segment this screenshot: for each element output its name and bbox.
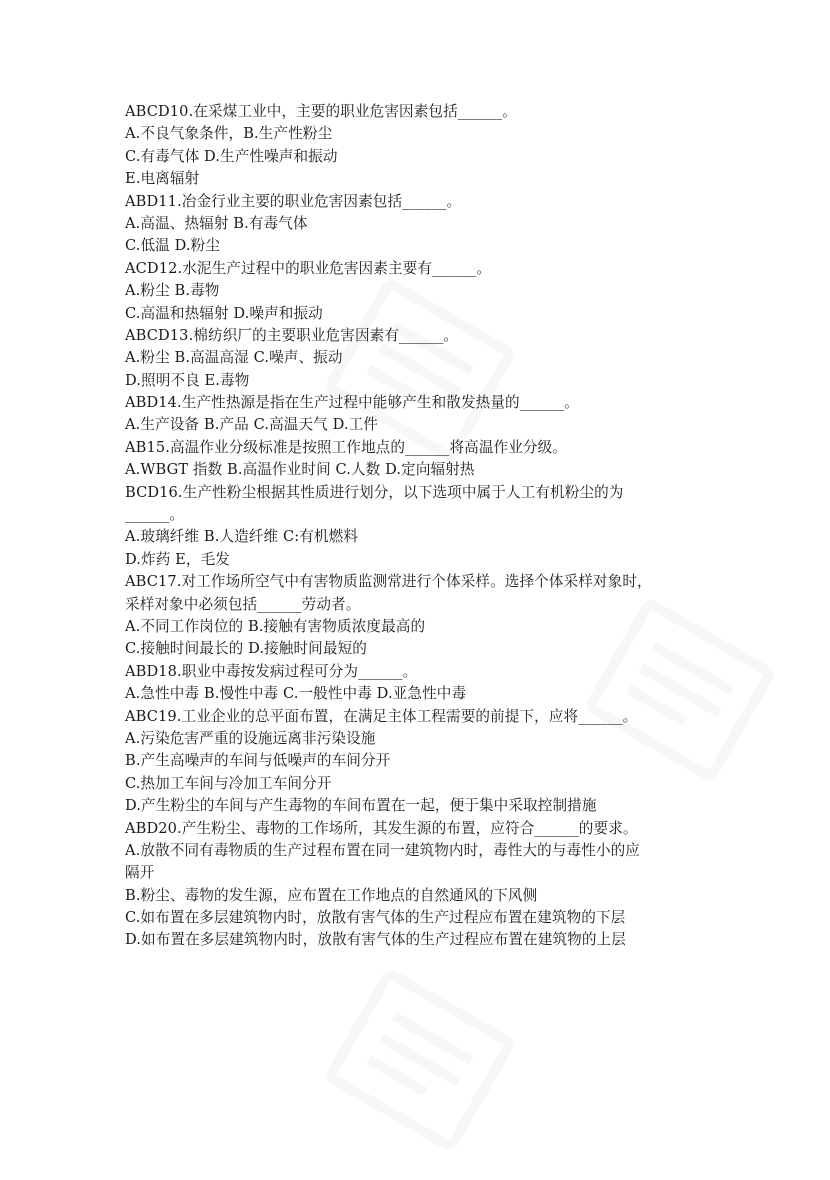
question-16-options: D.炸药 E，毛发 bbox=[125, 550, 230, 568]
question-12-options: A.粉尘 B.毒物 bbox=[125, 282, 220, 300]
document-body bbox=[125, 101, 725, 952]
question-19: ABC19.工业企业的总平面布置，在满足主体工程需要的前提下，应将______。 bbox=[125, 707, 638, 725]
question-12: ACD12.水泥生产过程中的职业危害因素主要有______。 bbox=[125, 259, 492, 277]
question-11: ABD11.冶金行业主要的职业危害因素包括______。 bbox=[125, 192, 462, 210]
question-10-options: A.不良气象条件，B.生产性粉尘 bbox=[125, 125, 333, 143]
question-12-options: C.高温和热辐射 D.噪声和振动 bbox=[125, 304, 323, 322]
watermark-stamp-icon bbox=[300, 940, 540, 1180]
question-11-options: C.低温 D.粉尘 bbox=[125, 237, 221, 255]
question-15-options: A.WBGT 指数 B.高温作业时间 C.人数 D.定向辐射热 bbox=[125, 461, 475, 479]
question-20: ABD20.产生粉尘、毒物的工作场所，其发生源的布置，应符合______的要求。 bbox=[125, 819, 638, 837]
question-19-options: D.产生粉尘的车间与产生毒物的车间布置在一起，便于集中采取控制措施 bbox=[125, 797, 597, 815]
question-14: ABD14.生产性热源是指在生产过程中能够产生和散发热量的______。 bbox=[125, 394, 579, 412]
question-10: ABCD10.在采煤工业中，主要的职业危害因素包括______。 bbox=[125, 103, 517, 120]
question-10-options: E.电离辐射 bbox=[125, 170, 200, 188]
question-19-options: A.污染危害严重的设施远离非污染设施 bbox=[125, 729, 376, 747]
question-15: AB15.高温作业分级标准是按照工作地点的______将高温作业分级。 bbox=[125, 438, 568, 456]
question-16-options: A.玻璃纤维 B.人造纤维 C:有机燃料 bbox=[125, 528, 359, 546]
question-10-options: C.有毒气体 D.生产性噪声和振动 bbox=[125, 147, 338, 165]
question-20-options-continued: 隔开 bbox=[125, 864, 155, 882]
question-20-options: A.放散不同有毒物质的生产过程布置在同一建筑物内时，毒性大的与毒性小的应 bbox=[125, 841, 640, 859]
question-17-options: C.接触时间最长的 D.接触时间最短的 bbox=[125, 640, 367, 658]
question-14-options: A.生产设备 B.产品 C.高温天气 D.工件 bbox=[125, 416, 378, 434]
question-19-options: C.热加工车间与冷加工车间分开 bbox=[125, 774, 332, 792]
question-17: ABC17.对工作场所空气中有害物质监测常进行个体采样。选择个体采样对象时， bbox=[125, 573, 652, 591]
question-13: ABCD13.棉纺织厂的主要职业危害因素有______。 bbox=[125, 326, 459, 344]
question-18-options: A.急性中毒 B.慢性中毒 C.一般性中毒 D.亚急性中毒 bbox=[125, 685, 467, 703]
question-18: ABD18.职业中毒按发病过程可分为______。 bbox=[125, 662, 418, 680]
question-20-options: D.如布置在多层建筑物内时，放散有害气体的生产过程应布置在建筑物的上层 bbox=[125, 931, 626, 949]
question-17-options: A.不同工作岗位的 B.接触有害物质浓度最高的 bbox=[125, 617, 426, 635]
question-13-options: A.粉尘 B.高温高湿 C.噪声、振动 bbox=[125, 349, 343, 367]
question-13-options: D.照明不良 E.毒物 bbox=[125, 371, 250, 389]
question-17-continued: 采样对象中必须包括______劳动者。 bbox=[125, 595, 361, 613]
question-20-options: B.粉尘、毒物的发生源，应布置在工作地点的自然通风的下风侧 bbox=[125, 886, 538, 904]
question-16: BCD16.生产性粉尘根据其性质进行划分，以下选项中属于人工有机粉尘的为 bbox=[125, 483, 624, 501]
question-19-options: B.产生高噪声的车间与低噪声的车间分开 bbox=[125, 752, 391, 770]
question-20-options: C.如布置在多层建筑物内时，放散有害气体的生产过程应布置在建筑物的下层 bbox=[125, 909, 626, 927]
question-11-options: A.高温、热辐射 B.有毒气体 bbox=[125, 214, 308, 232]
question-16-continued: ______。 bbox=[125, 506, 185, 524]
